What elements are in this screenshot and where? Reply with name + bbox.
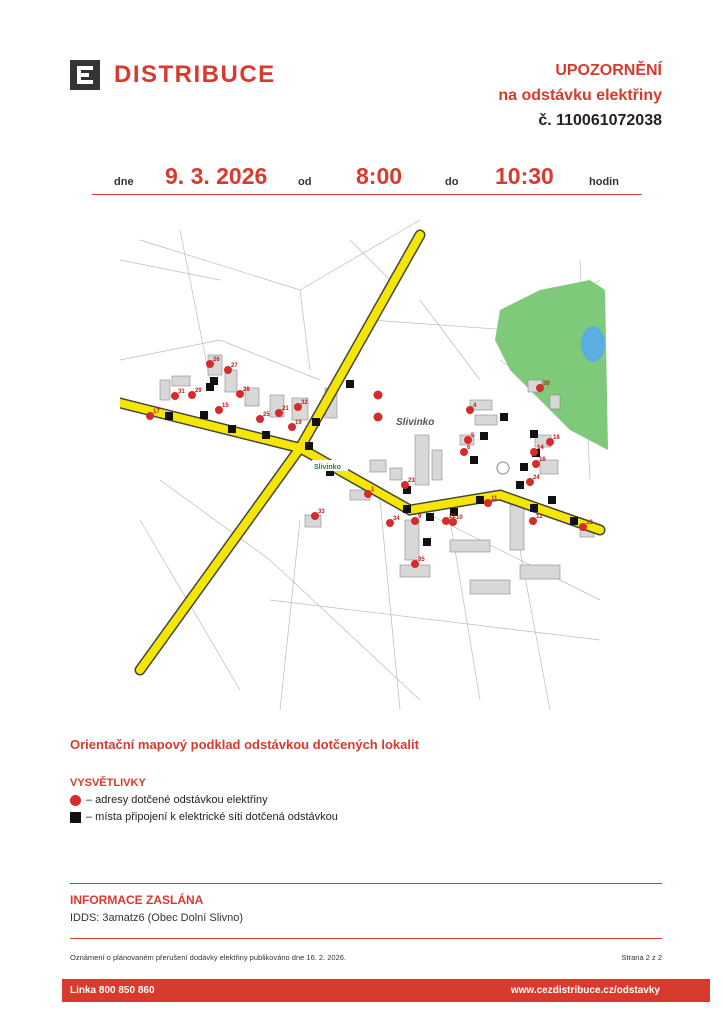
map-title: Orientační mapový podklad odstávkou dotčených lokalit (70, 737, 419, 752)
schedule-row (92, 160, 642, 195)
village-label: Slivinko (396, 417, 435, 428)
address-marker-label: 17 (153, 409, 160, 415)
address-marker-label: 1 (371, 487, 375, 493)
bus-stop-label: Slivinko (314, 464, 341, 471)
address-dot (374, 391, 383, 400)
legend-item-connection (70, 811, 338, 823)
address-marker-label: 31 (178, 389, 185, 395)
address-marker-label: 13 (586, 520, 593, 526)
idds-recipient: IDDS: 3amatz6 (Obec Dolní Slivno) (70, 912, 244, 924)
cez-logo-icon (70, 60, 100, 90)
notice-number: č. 110061072038 (538, 112, 662, 129)
address-marker-label: 22 (449, 514, 456, 520)
from-label: od (298, 176, 312, 188)
hotline: Linka 800 850 860 (70, 985, 155, 996)
to-label: do (445, 176, 459, 188)
address-marker-label: 11 (491, 496, 498, 502)
outage-date: 9. 3. 2026 (165, 163, 268, 189)
address-marker-label: 30 (543, 381, 550, 387)
divider (70, 883, 662, 884)
page-number: Strana 2 z 2 (621, 953, 662, 962)
legend-title: VYSVĚTLIVKY (70, 777, 146, 789)
website-link[interactable]: www.cezdistribuce.cz/odstavky (510, 985, 660, 996)
brand-logo (70, 60, 276, 90)
address-marker-label: 12 (536, 514, 543, 520)
address-marker-label: 23 (408, 478, 415, 484)
pond (581, 326, 605, 362)
address-marker-label: 24 (533, 475, 540, 481)
footer-bar (62, 979, 710, 1002)
start-time: 8:00 (356, 163, 403, 189)
notice-title: UPOZORNĚNÍ (555, 62, 662, 79)
address-marker-label: 19 (295, 420, 302, 426)
address-marker-label: 10 (456, 515, 463, 521)
legend-text-connection: – místa připojení k elektrické síti dotčená odstávkou (86, 811, 338, 823)
black-square-icon (70, 812, 81, 823)
address-dot (374, 413, 383, 422)
roundabout (497, 462, 509, 474)
address-marker-label: 6 (467, 445, 471, 451)
address-marker-label: 26 (213, 357, 220, 363)
address-marker-label: 18 (553, 435, 560, 441)
address-marker-label: 9 (418, 514, 422, 520)
address-marker-label: 34 (393, 516, 400, 522)
address-marker-label: 28 (243, 387, 250, 393)
address-marker-label: 16 (539, 457, 546, 463)
notice-heading (498, 58, 662, 133)
red-dot-icon (70, 795, 81, 806)
address-marker-label: 25 (263, 412, 270, 418)
address-marker-label: 21 (282, 406, 289, 412)
notice-subtitle: na odstávku elektřiny (498, 87, 662, 104)
address-marker-label: 15 (222, 403, 229, 409)
address-marker-label: 5 (471, 433, 475, 439)
legend-text-address: – adresy dotčené odstávkou elektřiny (86, 794, 268, 806)
divider (70, 938, 662, 939)
address-marker-label: 33 (318, 509, 325, 515)
date-label: dne (114, 176, 134, 188)
legend-item-address (70, 794, 268, 806)
address-marker-label: 14 (537, 445, 544, 451)
unit-label: hodin (589, 176, 619, 188)
address-marker-label: 27 (231, 363, 238, 369)
address-marker-label: 4 (473, 403, 477, 409)
outage-map (120, 220, 610, 710)
publication-note: Oznámení o plánovaném přerušení dodávky elektřiny publikováno dne 16. 2. 2026. (70, 953, 347, 962)
brand-name: DISTRIBUCE (114, 61, 276, 88)
end-time: 10:30 (495, 163, 554, 189)
forest-area (495, 280, 608, 450)
address-marker-label: 32 (301, 400, 308, 406)
address-marker-label: 35 (418, 557, 425, 563)
info-title: INFORMACE ZASLÁNA (70, 893, 204, 907)
address-marker-label: 29 (195, 388, 202, 394)
